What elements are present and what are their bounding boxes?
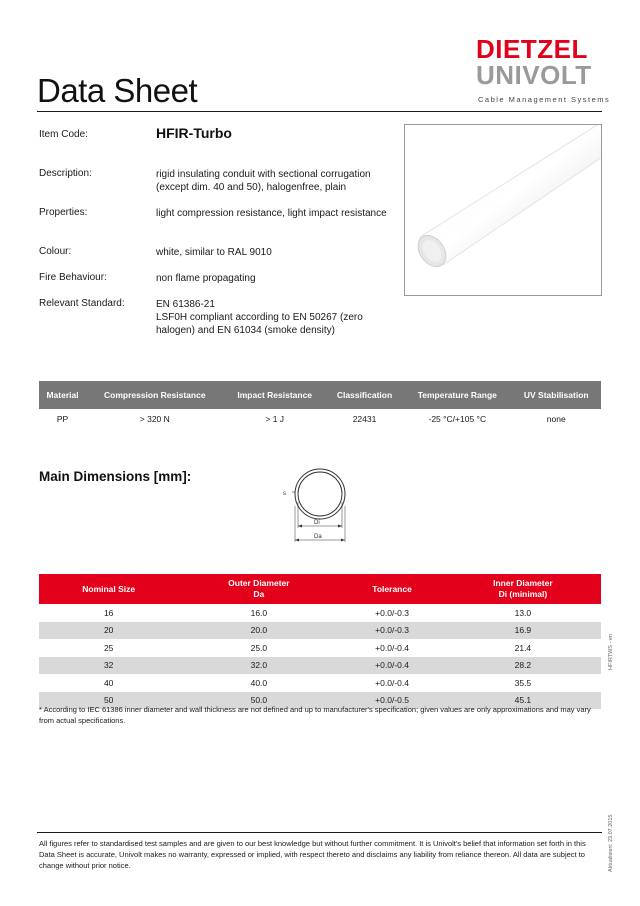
spec-header-material: Material bbox=[39, 381, 86, 409]
item-code-value: HFIR-Turbo bbox=[156, 125, 232, 141]
spec-header-uv: UV Stabilisation bbox=[511, 381, 601, 409]
spec-material: PP bbox=[56, 414, 69, 424]
spec-uv: none bbox=[546, 414, 566, 424]
spec-temperature: -25 °C/+105 °C bbox=[428, 414, 487, 424]
fire-behaviour-value: non flame propagating bbox=[156, 273, 256, 284]
dimensions-table bbox=[39, 574, 601, 709]
dimensions-heading: Main Dimensions [mm]: bbox=[39, 469, 192, 484]
table-row: 20 20.0 +0.0/-0.3 16.9 bbox=[39, 622, 601, 640]
relevant-standard-label: Relevant Standard: bbox=[39, 298, 125, 309]
diagram-label-di: Di bbox=[314, 520, 320, 526]
spec-header-impact: Impact Resistance bbox=[224, 381, 326, 409]
description-label: Description: bbox=[39, 168, 92, 179]
footer-disclaimer: All figures refer to standardised test samples and are given to our best knowledge but without further commitment. It is Univolt's belief that information set forth in this Data Sheet is accurate, Univolt makes no warranty, expressed or implied, with respect thereto and disclaims any liability from reliance thereon. All data are subject to change without prior notice. bbox=[39, 839, 586, 870]
standard-line-1: EN 61386-21 bbox=[156, 299, 215, 310]
specification-table bbox=[39, 381, 601, 429]
document-date: Aktualisiert: 23.07.2015 bbox=[608, 814, 614, 872]
spec-header-classification: Classification bbox=[326, 381, 403, 409]
logo-tagline: Cable Management Systems bbox=[478, 95, 611, 104]
standard-line-2: LSF0H compliant according to EN 50267 (zero halogen) and EN 61034 (smoke density) bbox=[156, 312, 363, 336]
table-row bbox=[39, 409, 601, 429]
dim-header-outer: Outer Diameter Da bbox=[178, 574, 339, 604]
spec-table-header bbox=[39, 381, 601, 409]
spec-header-compression: Compression Resistance bbox=[86, 381, 223, 409]
conduit-illustration bbox=[405, 125, 601, 295]
header-divider bbox=[37, 111, 602, 112]
colour-value: white, similar to RAL 9010 bbox=[156, 247, 272, 258]
table-row: 50 50.0 +0.0/-0.5 45.1 bbox=[39, 692, 601, 710]
diagram-label-da: Da bbox=[314, 534, 322, 540]
cross-section-diagram bbox=[280, 466, 360, 548]
table-row: 25 25.0 +0.0/-0.4 21.4 bbox=[103, 642, 532, 653]
logo-univolt: UNIVOLT bbox=[476, 60, 592, 90]
table-row: 40 40.0 +0.0/-0.4 35.5 bbox=[103, 677, 532, 688]
document-code: HFIRTWS - en bbox=[608, 634, 614, 670]
dim-header-tolerance: Tolerance bbox=[339, 574, 444, 604]
properties-value: light compression resistance, light impact resistance bbox=[156, 208, 387, 219]
properties-label: Properties: bbox=[39, 207, 88, 218]
dim-header-inner: Inner Diameter Di (minimal) bbox=[445, 574, 601, 604]
dim-header-nominal: Nominal Size bbox=[39, 574, 178, 604]
product-image bbox=[404, 124, 602, 296]
spec-classification: 22431 bbox=[352, 414, 377, 424]
relevant-standard-value bbox=[156, 298, 401, 337]
item-code-label: Item Code: bbox=[39, 129, 88, 140]
fire-behaviour-label: Fire Behaviour: bbox=[39, 272, 107, 283]
table-row: 32 32.0 +0.0/-0.4 28.2 bbox=[39, 657, 601, 675]
logo-dietzel: DIETZEL bbox=[476, 34, 588, 64]
dim-table-header bbox=[39, 574, 601, 604]
footer-divider bbox=[37, 832, 602, 833]
dimensions-footnote: * According to IEC 61386 inner diameter and wall thickness are not defined and up to manufacturer's specification; given values are only approximations and may vary from actual specifications. bbox=[39, 705, 591, 725]
description-value: rigid insulating conduit with sectional corrugation (except dim. 40 and 50), halogenfree, plain bbox=[156, 169, 371, 193]
spec-compression: > 320 N bbox=[139, 414, 170, 424]
colour-label: Colour: bbox=[39, 246, 72, 257]
page-title: Data Sheet bbox=[37, 72, 198, 109]
table-row: 16 16.0 +0.0/-0.3 13.0 bbox=[103, 607, 532, 618]
spec-header-temperature: Temperature Range bbox=[403, 381, 511, 409]
diagram-label-s: s bbox=[283, 491, 286, 497]
spec-impact: > 1 J bbox=[265, 414, 285, 424]
